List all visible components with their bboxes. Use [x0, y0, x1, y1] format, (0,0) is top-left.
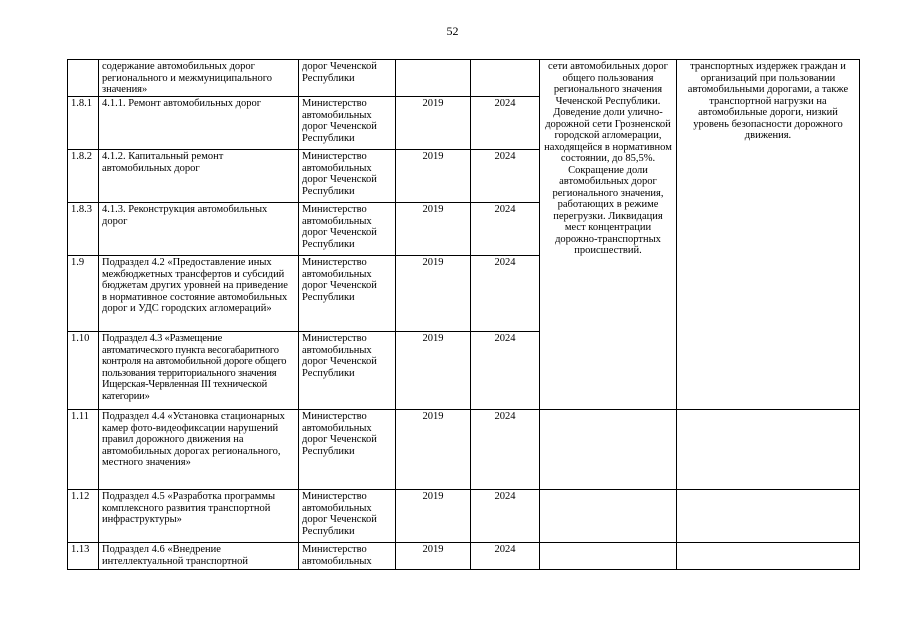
table-row [68, 543, 860, 570]
row-number: 1.9 [68, 256, 99, 332]
effect-cell-empty [677, 410, 860, 490]
end-year: 2024 [471, 332, 540, 410]
measure-name: Подраздел 4.5 «Разработка программы комплексного развития транспортной инфраструктуры» [99, 490, 299, 543]
start-year: 2019 [396, 150, 471, 203]
executor: Министерство автомобильных дорог Чеченской Республики [299, 256, 396, 332]
table-row [68, 410, 860, 490]
row-number: 1.13 [68, 543, 99, 570]
page-number: 52 [446, 24, 459, 38]
measure-name: Подраздел 4.6 «Внедрение интеллектуальной транспортной [99, 543, 299, 570]
measure-name: Подраздел 4.3 «Размещение автоматического пункта весогабаритного контроля на автомобильной дороге общего пользования территориального значения Ищерская-Червленная III технической категории» [99, 332, 299, 410]
end-year: 2024 [471, 410, 540, 490]
measure-name: содержание автомобильных дорог регионального и межмуниципального значения» [99, 60, 299, 97]
measure-name: Подраздел 4.4 «Установка стационарных камер фото-видеофиксации нарушений правил дорожного движения на автомобильных дорогах регионального, местного значения» [99, 410, 299, 490]
measure-name: 4.1.3. Реконструкция автомобильных дорог [99, 203, 299, 256]
row-number [68, 60, 99, 97]
program-table [67, 59, 860, 570]
row-number: 1.8.1 [68, 97, 99, 150]
measure-name: 4.1.2. Капитальный ремонт автомобильных дорог [99, 150, 299, 203]
row-number: 1.8.3 [68, 203, 99, 256]
executor: Министерство автомобильных [299, 543, 396, 570]
end-year: 2024 [471, 97, 540, 150]
end-year: 2024 [471, 203, 540, 256]
start-year: 2019 [396, 203, 471, 256]
row-number: 1.8.2 [68, 150, 99, 203]
measure-name: 4.1.1. Ремонт автомобильных дорог [99, 97, 299, 150]
measure-name: Подраздел 4.2 «Предоставление иных межбюджетных трансфертов и субсидий бюджетам других уровней на приведение в нормативное состояние автомобильных дорог и УДС городских агломераций» [99, 256, 299, 332]
end-year: 2024 [471, 490, 540, 543]
row-number: 1.12 [68, 490, 99, 543]
end-year: 2024 [471, 543, 540, 570]
effect-cell: транспортных издержек граждан и организаций при пользовании автомобильными дорогами, а также транспортной нагрузки на автомобильные дороги, низкий уровень безопасности дорожного движения. [677, 60, 860, 410]
start-year [396, 60, 471, 97]
end-year [471, 60, 540, 97]
executor: Министерство автомобильных дорог Чеченской Республики [299, 150, 396, 203]
expected-result-cell: сети автомобильных дорог общего пользования регионального значения Чеченской Республики. Доведение доли улично-дорожной сети Грозненской городской агломерации, находящейся в нормативном состоянии, до 85,5%. Сокращение доли автомобильных дорог регионального значения, работающих в режиме перегрузки. Ликвидация мест концентрации дорожно-транспортных происшествий. [540, 60, 677, 410]
row-number: 1.10 [68, 332, 99, 410]
executor: Министерство автомобильных дорог Чеченской Республики [299, 332, 396, 410]
table-row [68, 60, 860, 97]
start-year: 2019 [396, 97, 471, 150]
executor: Министерство автомобильных дорог Чеченской Республики [299, 97, 396, 150]
executor: дорог Чеченской Республики [299, 60, 396, 97]
end-year: 2024 [471, 256, 540, 332]
executor: Министерство автомобильных дорог Чеченской Республики [299, 203, 396, 256]
expected-result-cell-empty [540, 410, 677, 490]
executor: Министерство автомобильных дорог Чеченской Республики [299, 490, 396, 543]
start-year: 2019 [396, 410, 471, 490]
executor: Министерство автомобильных дорог Чеченской Республики [299, 410, 396, 490]
start-year: 2019 [396, 332, 471, 410]
end-year: 2024 [471, 150, 540, 203]
start-year: 2019 [396, 256, 471, 332]
effect-cell-empty [677, 543, 860, 570]
effect-cell-empty [677, 490, 860, 543]
expected-result-cell-empty [540, 490, 677, 543]
row-number: 1.11 [68, 410, 99, 490]
start-year: 2019 [396, 543, 471, 570]
table-row [68, 490, 860, 543]
start-year: 2019 [396, 490, 471, 543]
expected-result-cell-empty [540, 543, 677, 570]
